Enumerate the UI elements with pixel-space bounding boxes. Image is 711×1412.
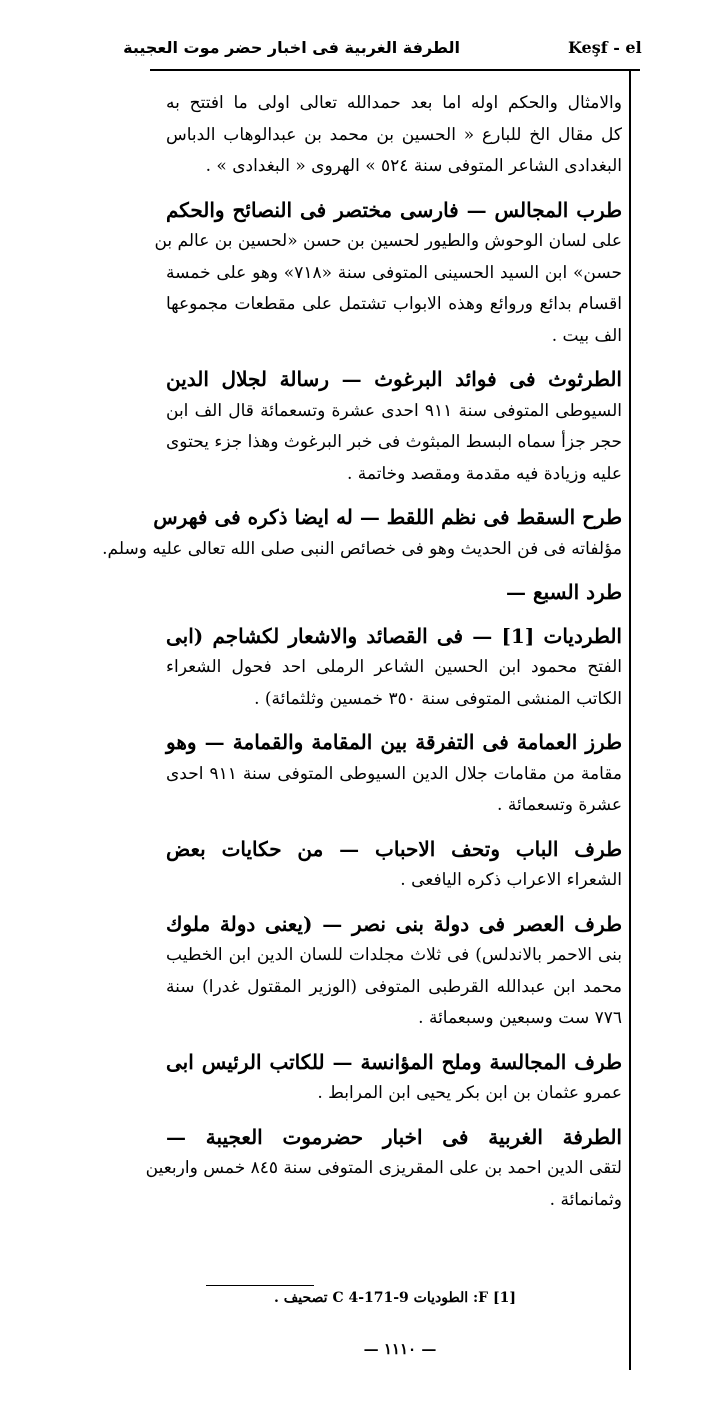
entry-headword-line: الطرفة الغربية فى اخبار حضرموت العجيبة —: [166, 1124, 622, 1149]
header-rule: [150, 69, 640, 71]
column-rule: [629, 70, 631, 1370]
entry-headword-line: طرح السقط فى نظم اللقط — له ايضا ذكره فى فهرس: [153, 505, 622, 529]
dictionary-entry: [102, 502, 622, 565]
entry-text-line: الكاتب المنشى المتوفى سنة ٣٥٠ خمسين وثلثمائة) .: [254, 688, 622, 709]
entry-headword-line: الطرديات [1] — فى القصائد والاشعار لكشاجم (ابى: [166, 623, 622, 648]
entry-text-line: والامثال والحكم اوله اما بعد حمدالله تعالى اولى ما افتتح به: [166, 93, 622, 113]
body-text: [102, 88, 622, 1228]
dictionary-entry: [166, 621, 622, 716]
footnote: [1] F: الطوديات C 4-171-9 تصحيف .: [274, 1290, 516, 1306]
entry-text-line: حسن» ابن السيد الحسينى المتوفى سنة «٧١٨» وهو على خمسة: [166, 262, 622, 283]
dictionary-entry: [145, 1122, 622, 1217]
entry-text-line: الف بيت .: [551, 325, 622, 346]
entry-headword-line: طرب المجالس — فارسى مختصر فى النصائح والحكم: [166, 197, 622, 222]
dictionary-entry: [166, 88, 622, 183]
entry-text-line: بنى الاحمر بالاندلس) فى ثلاث مجلدات للسان الدين ابن الخطيب: [166, 945, 622, 965]
entry-headword-line: طرف الباب وتحف الاحباب — من حكايات بعض: [166, 836, 622, 861]
entry-text-line: كل مقال الخ للبارع « الحسين بن محمد بن عبدالوهاب الدباس: [166, 124, 622, 145]
page-number: — ١١١٠ —: [363, 1340, 437, 1358]
entry-text-line: محمد ابن عبدالله القرطبى المتوفى (الوزير المقتول غدرا) سنة: [166, 976, 622, 997]
entry-headword-line: طرف العصر فى دولة بنى نصر — (يعنى دولة ملوك: [166, 911, 622, 936]
dictionary-entry: [166, 364, 622, 490]
dictionary-entry: [166, 727, 622, 822]
entry-text-line: مؤلفاته فى فن الحديث وهو فى خصائص النبى صلى الله تعالى عليه وسلم.: [102, 538, 622, 559]
dictionary-entry: [166, 834, 622, 897]
entry-text-line: اقسام بدائع وروائع وهذه الابواب تشتمل على مقطعات مجموعها: [166, 294, 622, 314]
entry-text-line: عمرو عثمان بن ابن بكر يحيى ابن المرابط .: [317, 1083, 622, 1103]
entry-text-line: السيوطى المتوفى سنة ٩١١ احدى عشرة وتسعمائة قال الف ابن: [166, 400, 622, 421]
dictionary-entry: [154, 195, 622, 353]
entry-text-line: عليه وزيادة فيه مقدمة ومقصد وخاتمة .: [346, 463, 622, 484]
entry-text-line: الشعراء الاعراب ذكره اليافعى .: [400, 870, 622, 890]
entry-text-line: حجر جزأ سماه البسط المبثوث فى خبر البرغوث وهذا جزء يحتوى: [166, 432, 622, 452]
footnote-rule: [206, 1285, 314, 1286]
entry-headword-line: الطرثوث فى فوائد البرغوث — رسالة لجلال الدين: [166, 367, 622, 391]
dictionary-entry: [166, 577, 622, 609]
dictionary-entry: [166, 909, 622, 1035]
entry-text-line: البغدادى الشاعر المتوفى سنة ٥٢٤ » الهروى « البغدادى » .: [205, 156, 622, 176]
entry-text-line: الفتح محمود ابن الحسين الشاعر الرملى احد فحول الشعراء: [166, 657, 622, 677]
running-head-title: الطرفة الغربية فى اخبار حضر موت العجيبة: [123, 38, 460, 57]
entry-text-line: مقامة من مقامات جلال الدين السيوطى المتوفى سنة ٩١١ احدى: [166, 763, 622, 784]
entry-text-line: عشرة وتسعمائة .: [497, 795, 622, 815]
entry-text-line: لتقى الدين احمد بن على المقريزى المتوفى سنة ٨٤٥ خمس واربعين: [145, 1158, 622, 1178]
dictionary-entry: [166, 1047, 622, 1110]
entry-text-line: وثمانمائة .: [549, 1189, 622, 1210]
running-head-latin: Keşf - el: [568, 38, 642, 57]
entry-headword-line: طرز العمامة فى التفرقة بين المقامة والقمامة — وهو: [166, 730, 622, 754]
entry-text-line: ٧٧٦ ست وسبعين وسبعمائة .: [418, 1008, 622, 1028]
entry-headword-line: طرد السبع —: [506, 580, 622, 604]
entry-text-line: على لسان الوحوش والطيور لحسين بن حسن «لحسين بن عالم بن: [154, 231, 622, 251]
entry-headword-line: طرف المجالسة وملح المؤانسة — للكاتب الرئيس ابى: [166, 1049, 622, 1074]
